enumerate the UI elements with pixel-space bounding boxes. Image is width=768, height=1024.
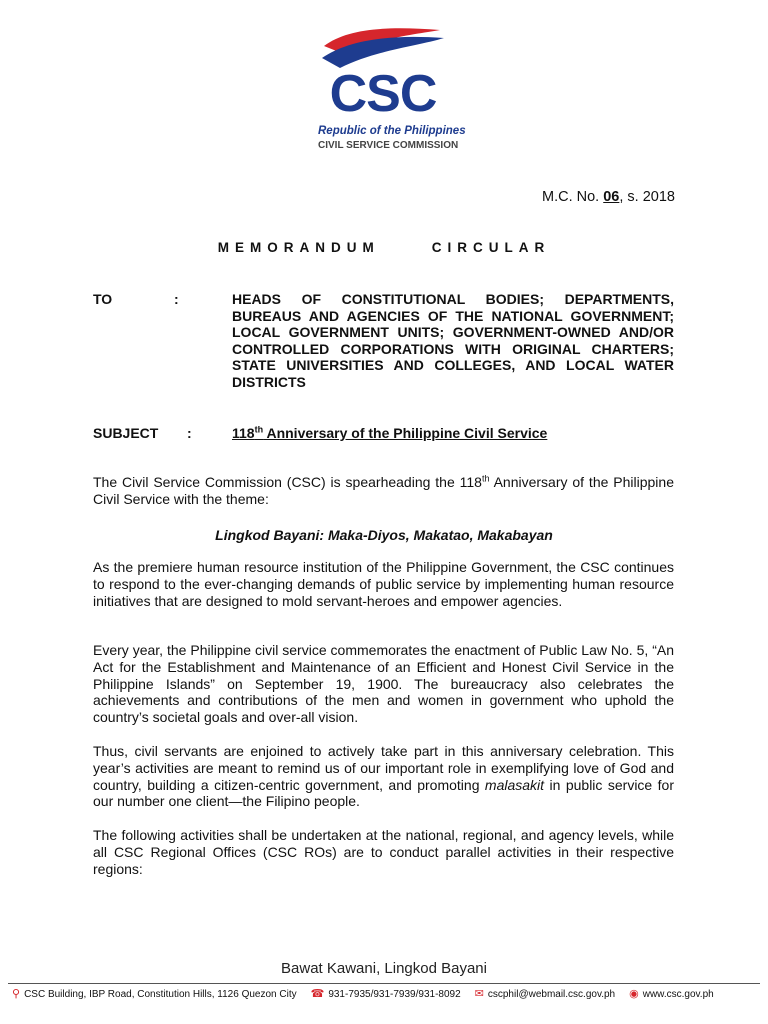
footer-email[interactable] <box>475 989 615 1000</box>
globe-icon: ◉ <box>629 988 639 1000</box>
logo-republic-text: Republic of the Philippines <box>318 125 466 137</box>
paragraph-institution: As the premiere human resource institution of the Philippine Government, the CSC continues to respond to the ever-changing demands of public service by implementing human resource initiatives that are designed to mold servant-heroes and empower agencies. <box>93 559 674 609</box>
email-icon: ✉ <box>474 988 484 1000</box>
p1-text-b: Anniversary of the Philippine Civil Service with the theme: <box>93 474 674 507</box>
paragraph-history: Every year, the Philippine civil service commemorates the enactment of Public Law No. 5, “An Act for the Establishment and Maintenance of an Efficient and Honest Civil Service in the Philippine Islands” on September 19, 1900. The bureaucracy also celebrates the achievements and contributions of the men and women in government who uphold the country’s societal goals and over-all vision. <box>93 642 674 726</box>
subject-rest: Anniversary of the Philippine Civil Service <box>263 425 548 441</box>
memo-number-suffix: , s. 2018 <box>619 189 675 205</box>
p4-text-b: in public service for our number one client—the Filipino people. <box>93 776 674 810</box>
paragraph-intro <box>93 474 674 508</box>
location-pin-icon: ⚲ <box>12 988 21 1000</box>
subject-text <box>232 425 547 441</box>
footer-address <box>12 989 297 1000</box>
footer-address-text: CSC Building, IBP Road, Constitution Hills, 1126 Quezon City <box>24 989 297 1000</box>
title-word-memorandum: MEMORANDUM <box>217 240 380 255</box>
to-colon: : <box>174 291 179 307</box>
footer-website[interactable] <box>629 989 714 1000</box>
subject-number: 118 <box>232 425 255 441</box>
p1-text-a: The Civil Service Commission (CSC) is spearheading the 118 <box>93 474 482 490</box>
subject-ordinal: th <box>254 424 264 435</box>
document-title <box>0 240 768 255</box>
p1-ordinal: th <box>481 473 490 484</box>
csc-logo <box>318 24 466 151</box>
subject-colon: : <box>187 425 192 441</box>
p4-text-a: Thus, civil servants are enjoined to actively take part in this anniversary celebration. This year’s activities are meant to remind us of our important role in exemplifying love of God and country, building a citizen-centric government, and promoting <box>93 743 674 793</box>
theme-line: Lingkod Bayani: Maka-Diyos, Makatao, Makabayan <box>215 527 553 543</box>
logo-commission-text: CIVIL SERVICE COMMISSION <box>318 140 459 151</box>
memo-number <box>542 189 675 205</box>
footer-divider <box>8 983 760 984</box>
to-label: TO <box>93 291 113 307</box>
to-recipients: HEADS OF CONSTITUTIONAL BODIES; DEPARTMENTS, BUREAUS AND AGENCIES OF THE NATIONAL GOVERNMENT; LOCAL GOVERNMENT UNITS; GOVERNMENT-OWNED AND/OR CONTROLLED CORPORATIONS WITH ORIGINAL CHARTERS; STATE UNIVERSITIES AND COLLEGES, AND LOCAL WATER DISTRICTS <box>232 291 674 390</box>
memo-number-value: 06 <box>603 189 620 205</box>
footer-email-text[interactable]: cscphil@webmail.csc.gov.ph <box>487 989 616 1000</box>
p4-emphasis: malasakit <box>484 776 545 793</box>
footer-phone <box>311 989 461 1000</box>
footer-slogan: Bawat Kawani, Lingkod Bayani <box>281 960 487 977</box>
footer-contacts <box>12 989 760 1000</box>
paragraph-activities: The following activities shall be undertaken at the national, regional, and agency levels, while all CSC Regional Offices (CSC ROs) are to conduct parallel activities in their respective regions: <box>93 827 674 877</box>
phone-icon: ☎ <box>310 988 325 1000</box>
subject-label: SUBJECT <box>93 425 159 441</box>
logo-acronym: CSC <box>329 65 437 123</box>
memo-number-prefix: M.C. No. <box>542 189 604 205</box>
footer-website-text[interactable]: www.csc.gov.ph <box>642 989 714 1000</box>
paragraph-enjoinder <box>93 743 674 810</box>
footer-phone-text: 931-7935/931-7939/931-8092 <box>328 989 461 1000</box>
title-word-circular: CIRCULAR <box>431 240 551 255</box>
